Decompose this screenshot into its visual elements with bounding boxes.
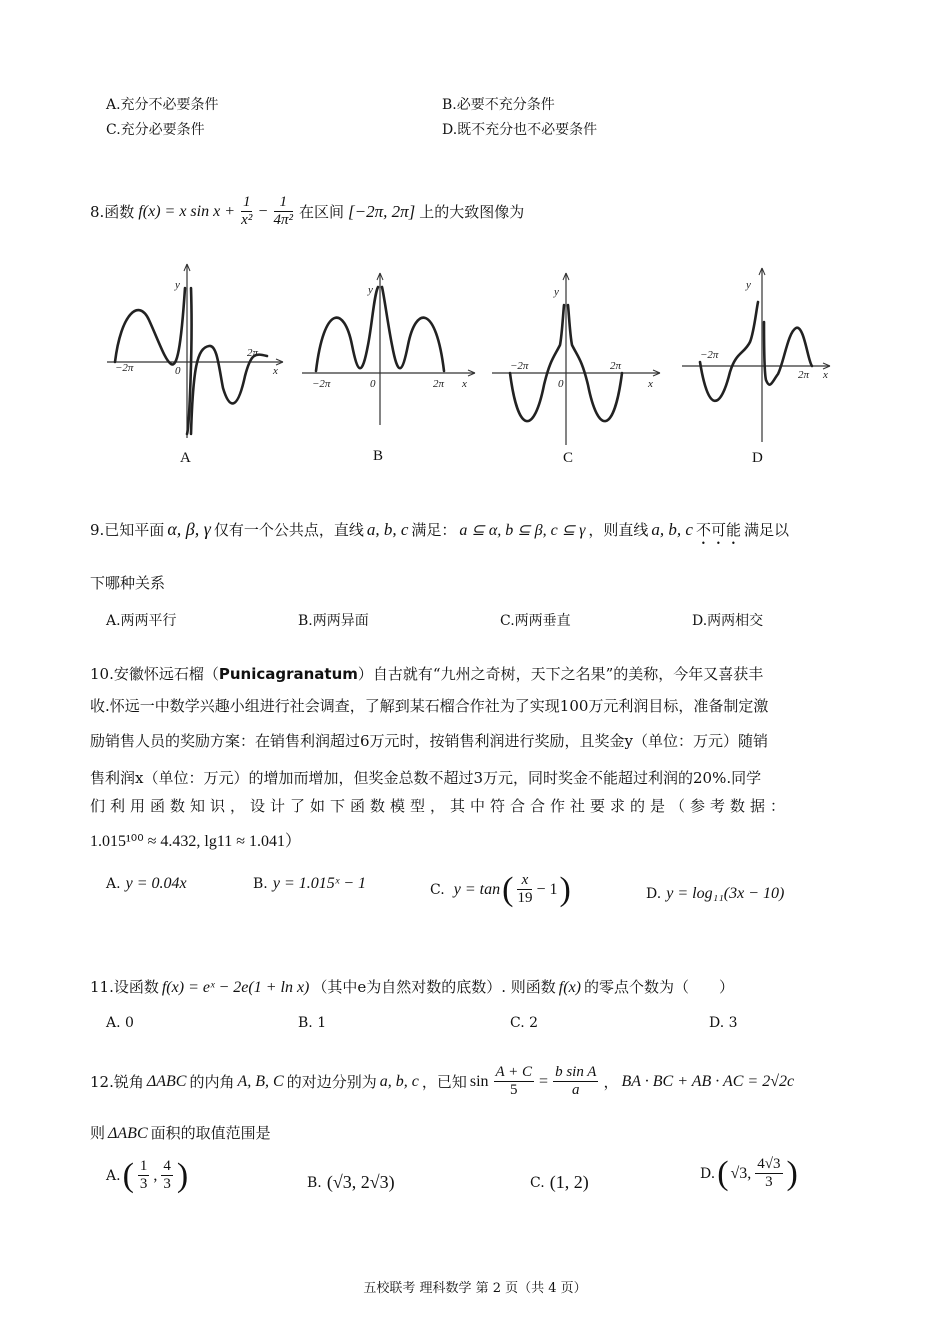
svg-text:2π: 2π (433, 378, 445, 390)
q9-emphasis: 不可能 (695, 521, 741, 539)
svg-text:2π: 2π (610, 360, 622, 372)
graph-a (105, 258, 290, 443)
svg-text:x: x (823, 369, 828, 381)
graph-b-label: B (373, 448, 384, 464)
q11-option-c: C. 2 (510, 1015, 539, 1031)
q9-lines-2: a, b, c (651, 520, 693, 539)
q7-option-c: C.充分必要条件 (106, 122, 205, 138)
q9-option-a: A.两两平行 (106, 613, 177, 629)
svg-text:y: y (554, 286, 559, 298)
q9-statement (90, 519, 789, 548)
q8-statement (90, 194, 524, 230)
q8-frac-1: $\frac{1}{\text{x²}}$ (241, 194, 253, 229)
q10-latin-name: Punicagranatum (218, 665, 358, 683)
page-footer: 五校联考 理科数学 第 2 页（共 4 页） (363, 1281, 587, 1296)
svg-text:y: y (746, 279, 751, 291)
svg-text:−2π: −2π (510, 360, 529, 372)
q8-prefix: 8.函数 (90, 203, 135, 222)
q9-text1: 仅有一个公共点，直线 (213, 521, 364, 539)
q12-option-a: A. ( $\frac{1}{3}$ , $\frac{4}{3}$ ) (106, 1156, 189, 1194)
q9-option-b: B.两两异面 (298, 613, 369, 629)
q11-function: f(x) = eˣ − 2e(1 + ln x) (161, 979, 310, 996)
q11-option-b: B. 1 (298, 1015, 327, 1031)
q12-option-d: D. ( √3, $\frac{4√3}{3}$ ) (700, 1154, 798, 1192)
q9-option-d: D.两两相交 (692, 613, 764, 629)
q9-text2: 满足： (411, 521, 457, 539)
graph-a-label: A (180, 450, 191, 466)
q12-statement: 12.锐角 ΔABC 的内角 A, B, C 的对边分别为 a, b, c ，已知 sin $\frac{A + C}{5}$ = $\frac{\text{b sin A}}{a}$ ， BA · BC + AB · AC = 2√2c (90, 1064, 795, 1099)
svg-text:x: x (648, 378, 653, 390)
q7-option-b: B.必要不充分条件 (442, 97, 555, 113)
q11-option-a: A. 0 (106, 1015, 134, 1031)
graph-c-label: C (563, 450, 574, 466)
svg-text:2π: 2π (247, 347, 259, 359)
q9-text3: ，则直线 (588, 521, 649, 539)
q8-suffix: 上的大致图像为 (419, 203, 525, 222)
graph-d-label: D (752, 450, 763, 466)
svg-text:0: 0 (370, 378, 376, 390)
svg-text:2π: 2π (798, 369, 810, 381)
q10-option-d: D. y = log₁₁(3x − 10) (646, 884, 785, 902)
q8-interval: [−2π, 2π] (348, 201, 416, 221)
graph-c (490, 265, 675, 450)
svg-text:−2π: −2π (312, 378, 331, 390)
q12-option-c: C. (1, 2) (530, 1172, 589, 1192)
svg-text:x: x (273, 365, 278, 377)
q10-option-b: B. y = 1.015ˣ − 1 (253, 874, 367, 892)
svg-text:y: y (175, 279, 180, 291)
q8-minus: − (258, 202, 268, 220)
q9-lines: a, b, c (366, 520, 409, 539)
q9-prefix: 9.已知平面 (90, 521, 165, 539)
q8-func-lhs: f(x) = x sin x + (138, 202, 235, 220)
q10-line-5: 们利用函数知识，设计了如下函数模型，其中符合合作社要求的是（参考数据： (90, 797, 791, 815)
q10-line-1: 10.安徽怀远石榴（Punicagranatum）自古就有“九州之奇树，天下之名果”的美称，今年又喜获丰 (90, 665, 764, 683)
svg-text:x: x (462, 378, 467, 390)
q8-frac-2: $\frac{1}{\text{4π²}}$ (273, 194, 294, 229)
q9-planes: α, β, γ (167, 519, 211, 539)
q10-line-4: 售利润x（单位：万元）的增加而增加，但奖金总数不超过3万元，同时奖金不能超过利润的20%.同学 (90, 769, 762, 787)
q7-option-d: D.既不充分也不必要条件 (442, 122, 598, 138)
q10-line-2: 收.怀远一中数学兴趣小组进行社会调查，了解到某石榴合作社为了实现100万元利润目标，准备制定激 (90, 697, 769, 715)
q12-line-2: 则 ΔABC 面积的取值范围是 (90, 1124, 271, 1142)
q8-mid: 在区间 (299, 203, 345, 222)
q9-line-2: 下哪种关系 (90, 574, 166, 592)
graph-d (680, 262, 845, 447)
q11-statement: 11.设函数 f(x) = eˣ − 2e(1 + ln x) （其中e为自然对数的底数）. 则函数 f(x) 的零点个数为（ ） (90, 978, 735, 996)
svg-text:y: y (368, 284, 373, 296)
q12-vector-expr: BA · BC + AB · AC = 2√2c (621, 1072, 795, 1090)
graph-b (300, 265, 485, 435)
q10-option-a: A. y = 0.04x (106, 874, 187, 892)
q9-condition: a ⊆ α, b ⊆ β, c ⊆ γ (459, 522, 586, 539)
q7-option-a: A.充分不必要条件 (106, 97, 219, 113)
q10-line-6: 1.015¹⁰⁰ ≈ 4.432, lg11 ≈ 1.041） (90, 833, 302, 850)
q9-option-c: C.两两垂直 (500, 613, 571, 629)
q11-option-d: D. 3 (709, 1015, 738, 1031)
q10-option-c: C. y = tan ( $\frac{x}{19}$ − 1 ) (430, 870, 571, 908)
svg-text:0: 0 (558, 378, 564, 390)
svg-text:−2π: −2π (700, 349, 719, 361)
q12-option-b: B. (√3, 2√3) (307, 1172, 395, 1192)
svg-text:−2π: −2π (115, 362, 134, 374)
q9-text4: 满足以 (743, 521, 789, 539)
svg-text:0: 0 (175, 365, 181, 377)
q10-line-3: 励销售人员的奖励方案：在销售利润超过6万元时，按销售利润进行奖励，且奖金y（单位：万元）随销 (90, 732, 769, 750)
